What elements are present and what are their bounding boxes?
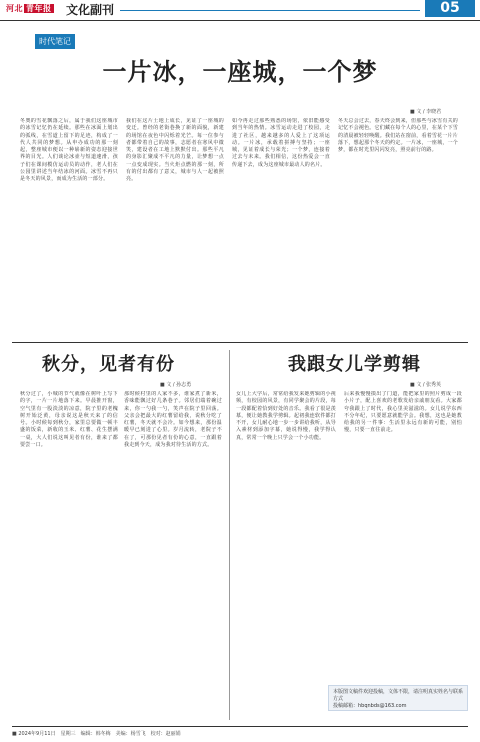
newspaper-logo: [6, 3, 54, 14]
logo-part1: 河北: [6, 4, 23, 13]
page-number: 05: [425, 0, 475, 17]
article3-col2: 后来我慢慢摸出了门道，能把家里的照片剪成一段小片子，配上喜欢的老歌发给亲戚朋友看。大家都夸我跟上了时代，我心里美滋滋的。女儿说学东西不分年纪，只要愿意就能学会。我想，这也是她教给我的另一件事：生活里永远有新的可能，别怕慢，只要一直往前走。: [344, 391, 462, 434]
section-divider: [12, 342, 468, 343]
logo-part2: 青年报: [26, 4, 52, 13]
article1-col3: 如今再走过那些熟悉的场馆，依旧能感受到当年的热情。冰雪运动走进了校园，走进了社区，越来越多的人爱上了这项运动。一片冰，承载着拼搏与坚持；一座城，见证着成长与荣光；一个梦，连接着过去与未来。我们相信，这份热爱会一直传递下去，成为这座城市最动人的名片。: [232, 118, 330, 168]
section-title: 文化副刊: [66, 3, 115, 17]
article1-col1: 冬奥的雪花飘落之后，属于我们这座城市的冰雪记忆仍在延续。那些在冰面上划出的弧线，在雪道上留下的足迹，构成了一代人共同的梦想。从申办成功的那一刻起，整座城市便以一种崭新的姿态迎接世界的目光。人们谈论冰壶与短道速滑，孩子们在课间模仿运动员的动作，老人们在公园里讲述当年结冰的河面。冰雪不再只是冬天的风景，而成为生活的一部分。: [20, 118, 118, 183]
article3-title: 我跟女儿学剪辑: [288, 354, 421, 375]
article3-col1: 女儿上大学后，常常给我发来她剪辑的小视频，有校园的风景，有同学聚会的片段，每一段都配着恰到好处的音乐。我看了很是羡慕，便让她教我学剪辑。起初我连软件都打不开，女儿耐心地一步一步讲给我听，从导入素材到添加字幕，她说得慢，我学得认真，常常一个晚上只学会一个小功能。: [236, 391, 336, 441]
article1-col2: 我们在这片土地上成长，见证了一座城的变迁。曾经的老街巷换了新的面貌，新建的场馆在夜色中闪烁着光芒。每一位参与者都带着自己的故事，志愿者在寒风中微笑，建设者在工地上默默付出。那些平凡的身影汇聚成不平凡的力量，让梦想一点一点变成现实。当火炬点燃的那一刻，所有的付出都有了意义，城市与人一起被照亮。: [126, 118, 224, 183]
article2-col1: 秋分过了，小城的节气就像在树叶上写下的字，一片一片地落下来。早晨推开窗，空气里有一股淡淡的凉意，院子里的老槐树开始泛黄，母亲说这是秋天来了的信号。小时候每到秋分，家里总要做一顿丰盛的饭菜，新收的玉米、红薯、花生摆满一桌，大人们说这叫见者有份，谁来了都要尝一口。: [20, 391, 118, 449]
top-divider: [0, 20, 480, 21]
submission-note: [328, 685, 468, 711]
header-rule: [120, 10, 420, 11]
column-divider: [229, 350, 230, 720]
article1-title: 一片冰，一座城，一个梦: [102, 57, 378, 86]
note-email: 投稿邮箱：hbqnbds@163.com: [333, 703, 407, 709]
article1-col4: 冬天总会过去，春天终会到来，但那些与冰雪有关的记忆不会褪色。它们藏在每个人的心里，在某个下雪的清晨被轻轻唤醒。我们站在窗前，看着雪花一片片落下，想起那个冬天的约定。一片冰，一座城，一个梦，都在时光里闪闪发亮，照亮前行的路。: [338, 118, 458, 154]
article2-title: 秋分，见者有份: [42, 354, 175, 375]
article2-col2: 那时候村里的人家不多，谁家煮了新米，香味能飘过好几条巷子。邻居们端着碗过来，你一勺我一勺，笑声在院子里回荡。父亲会把最大的红薯留给我，说秋分吃了红薯，冬天就不会冷。如今想来，那份温暖早已刻进了心里。岁月流转，老院子不在了，可那份见者有份的心意，一直跟着我走到今天，成为我对待生活的方式。: [124, 391, 222, 449]
article1-byline: ■ 文 / 李晓君: [410, 109, 442, 115]
page-header: [0, 0, 480, 20]
page-footer: ■ 2024年9月11日 星期三 编辑：韩冬梅 美编：杨雪飞 校对：赵丽娟: [12, 726, 468, 737]
article2-byline: ■ 文 / 孙志勇: [160, 382, 192, 388]
column-tag: 时代笔记: [35, 34, 75, 49]
note-line1: 本版图文稿件欢迎投稿，文体不限，请注明真实姓名与联系方式: [333, 689, 464, 702]
article3-byline: ■ 文 / 张秀英: [410, 382, 442, 388]
